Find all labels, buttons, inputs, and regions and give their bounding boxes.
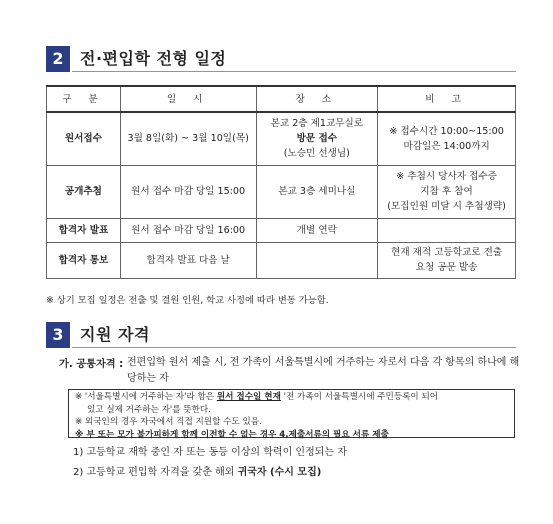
section-title: 지원 자격: [80, 325, 150, 344]
remark-line: 요청 공문 발송: [415, 262, 478, 273]
row-label: 합격자 발표: [47, 218, 121, 242]
qualification-item-2: [73, 463, 321, 478]
qualification-text: 전편입학 원서 제출 시, 전 가족이 서울특별시에 거주하는 자로서 다음 각 항목의 하나에 해당하는 자: [127, 357, 520, 384]
section-divider: [72, 71, 516, 72]
row-label: 원서접수: [47, 112, 121, 165]
table-row: [47, 165, 516, 218]
table-row: [47, 242, 516, 278]
row-remarks: [378, 165, 516, 218]
row-date: 합격자 발표 다음 날: [120, 242, 256, 278]
row-remarks: [378, 242, 516, 278]
row-date: 3월 8일(화) ~ 3월 10일(목): [120, 112, 256, 165]
qualification-item-1: 1) 고등학교 재학 중인 자 또는 동등 이상의 학력이 인정되는 자: [73, 447, 347, 458]
notice-line: ※ 부 또는 모가 불가피하게 함께 이전할 수 없는 경우 4.제출서류의 필요 서류 제출: [75, 429, 389, 440]
row-place: 개별 연락: [256, 218, 378, 242]
remark-line: (모집인원 미달 시 추첨생략): [387, 201, 506, 212]
header-place: 장 소: [256, 86, 378, 112]
remark-line: ※ 추첨시 당사자 접수증: [396, 171, 497, 182]
place-line: (노승민 선생님): [283, 148, 350, 160]
notice-emphasis: 원서 접수일 현재: [216, 392, 281, 402]
notice-line: [75, 391, 508, 404]
item-text: 2) 고등학교 편입학 자격을 갖춘 해외: [73, 467, 238, 478]
remark-line: 지참 후 참여: [420, 186, 473, 197]
table-row: [47, 112, 516, 165]
row-place: [256, 242, 378, 278]
header-category: 구 분: [47, 86, 121, 112]
row-label: 공개추첨: [47, 165, 121, 218]
section-title: 전·편입학 전형 일정: [80, 49, 227, 68]
row-remarks: [378, 218, 516, 242]
section-3-header: [46, 322, 516, 348]
notice-text: ※ '서울특별시에 거주하는 자'라 함은: [75, 392, 217, 402]
notice-line: ※ 외국인의 경우 자국에서 직접 지원할 수도 있음.: [75, 417, 262, 427]
header-datetime: 일 시: [120, 86, 256, 112]
row-date: 원서 접수 마감 당일 16:00: [120, 218, 256, 242]
notice-box: [68, 389, 515, 438]
row-label: 합격자 통보: [47, 242, 121, 278]
notice-text: '전 가족이 서울특별시에 주민등록이 되어: [280, 392, 439, 402]
remark-line: 현재 재적 고등학교로 전출: [391, 247, 503, 258]
row-place: [256, 112, 378, 165]
row-place: 본교 3층 세미나실: [256, 165, 378, 218]
header-remarks: 비 고: [378, 86, 516, 112]
section-number: 3: [46, 322, 70, 348]
table-header-row: [47, 86, 516, 112]
schedule-table: [46, 85, 516, 279]
remark-line: 마감일은 14:00까지: [403, 140, 490, 152]
table-row: [47, 218, 516, 242]
place-line: 본교 2층 제1교무실로: [270, 118, 364, 130]
remark-line: ※ 접수시간 10:00~15:00: [389, 125, 504, 137]
item-emphasis: 귀국자 (수시 모집): [237, 467, 322, 478]
row-date: 원서 접수 마감 당일 15:00: [120, 165, 256, 218]
row-remarks: [378, 112, 516, 165]
notice-line: 있고 실제 거주하는 자'를 뜻한다.: [87, 404, 211, 415]
qualification-label: 가. 공통자격 :: [59, 359, 124, 370]
section-divider: [72, 347, 516, 348]
schedule-note: ※ 상기 모집 일정은 전출 및 결원 인원, 학교 사정에 따라 변동 가능함.: [46, 295, 329, 306]
place-line: 방문 접수: [296, 133, 338, 145]
section-number: 2: [46, 46, 70, 72]
section-2-header: [46, 46, 516, 72]
